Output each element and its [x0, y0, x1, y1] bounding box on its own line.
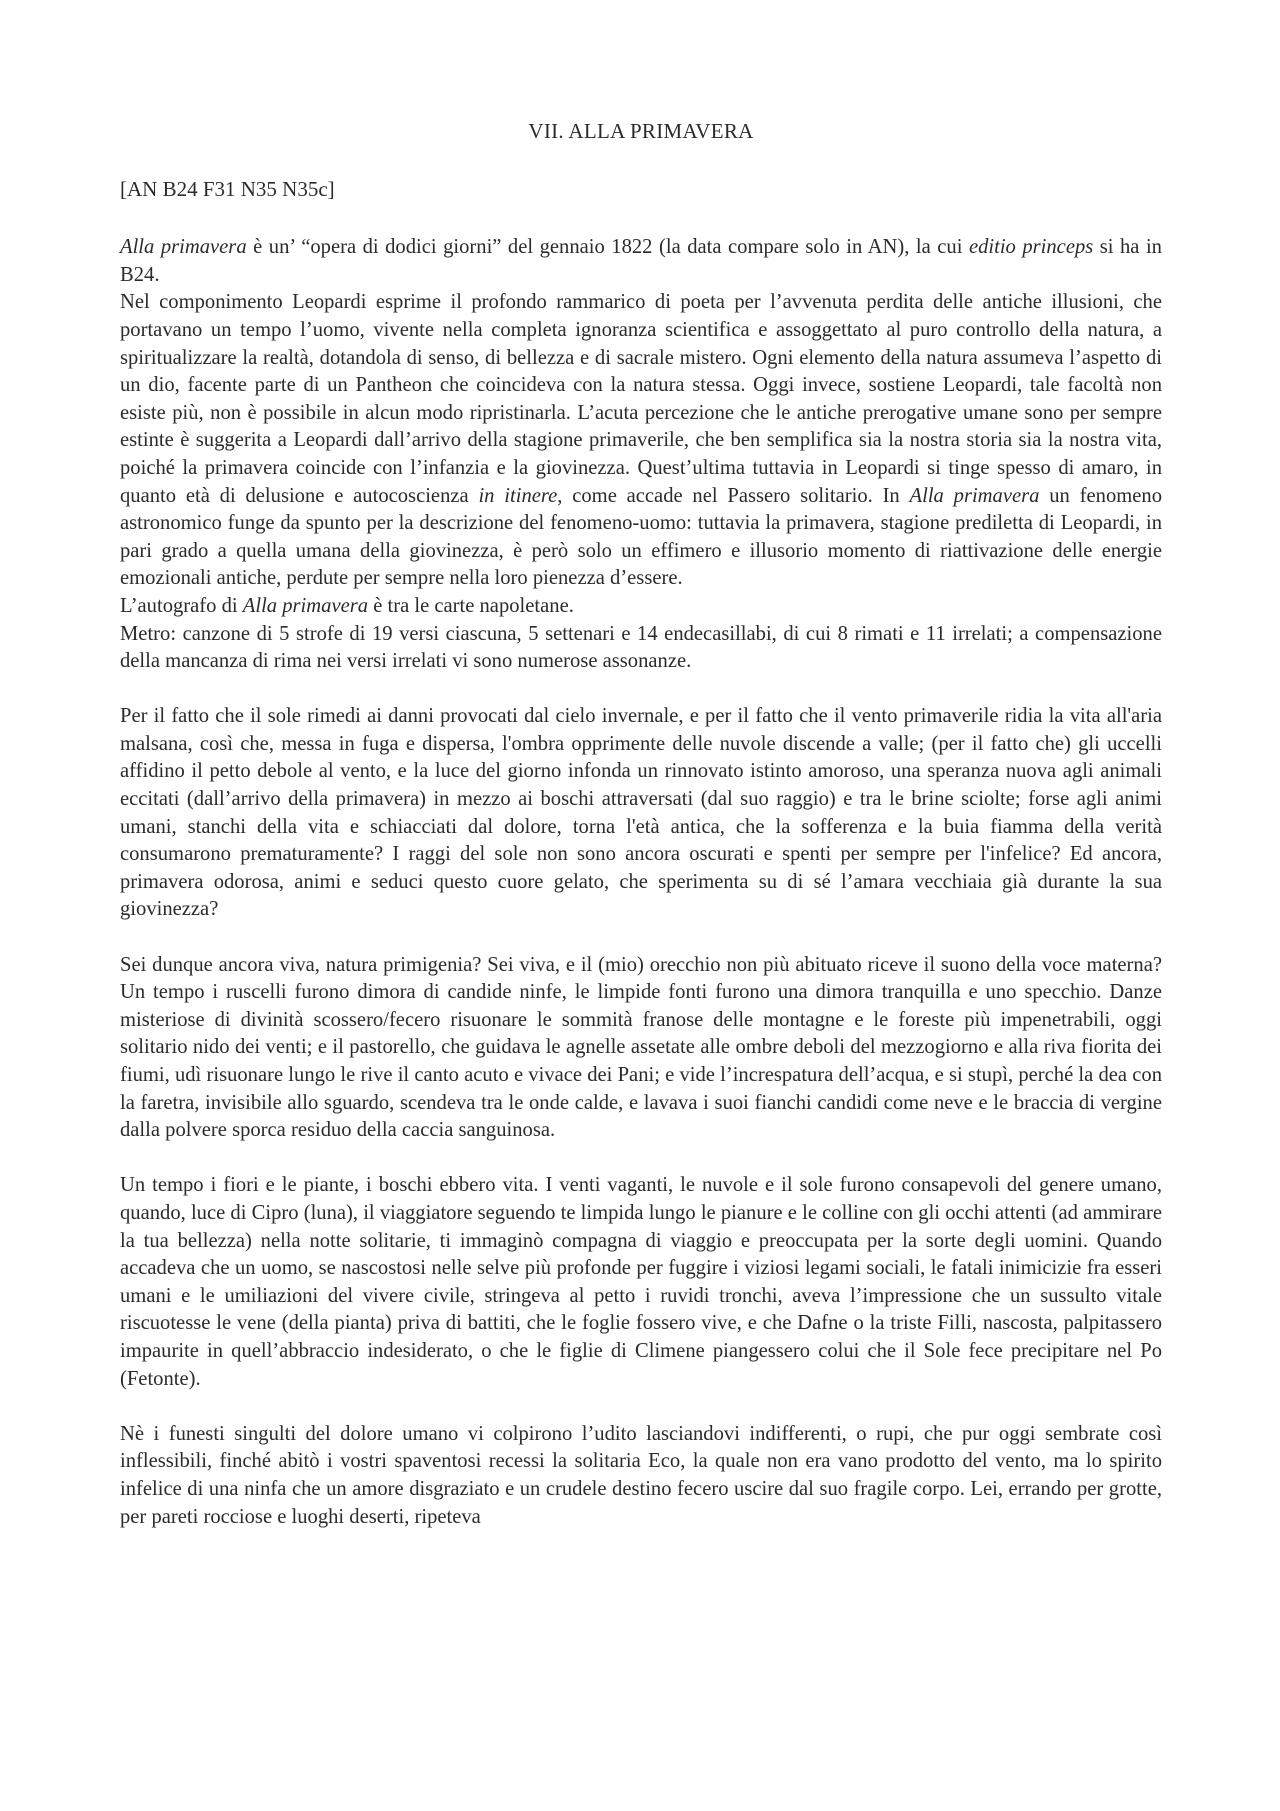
intro-text: è un’ “opera di dodici giorni” del gennaio 1822 (la data compare solo in AN), la cui	[246, 236, 969, 259]
intro-text: , come accade nel Passero solitario. In	[557, 484, 910, 507]
work-title-italic: Alla primavera	[909, 484, 1040, 507]
document-page	[120, 118, 1162, 1531]
paraphrase-strophe-4: Nè i funesti singulti del dolore umano vi colpirono l’udito lasciandovi indifferenti, o rupi, che pur oggi sembrate così inflessibili, finché abitò i vostri spaventosi recessi la solitaria Eco, la quale non era vano prodotto del vento, ma lo spirito infelice di una ninfa che un amore disgraziato e un crudele destino fecero uscire dal suo fragile corpo. Lei, errando per grotte, per pareti rocciose e luoghi deserti, ripeteva	[120, 1422, 1162, 1528]
intro-text: si ha in B24.	[120, 236, 1162, 286]
intro-text: L’autografo di	[120, 594, 243, 617]
intro-text: è tra le carte napoletane.	[368, 594, 574, 617]
document-title: VII. ALLA PRIMAVERA	[528, 119, 754, 143]
paraphrase-strophe-3: Un tempo i fiori e le piante, i boschi ebbero vita. I venti vaganti, le nuvole e il sole furono consapevoli del genere umano, quando, luce di Cipro (luna), il viaggiatore seguendo te limpida lungo le pianure e le colline con gli occhi attenti (ad ammirare la tua bellezza) nella notte solitarie, ti immaginò compagna di viaggio e preoccupata per la sorte degli uomini. Quando accadeva che un uomo, se nascostosi nelle selve più profonde per fuggire i viziosi legami sociali, le fatali inimicizie fra esseri umani e le umiliazioni del vivere civile, stringeva al petto i ruvidi tronchi, aveva l’impressione che un sussulto vitale riscuotesse le vene (della pianta) priva di battiti, che le foglie fossero vive, e che Dafne o la triste Filli, nascosta, palpitassero impaurite in quell’abbraccio indesiderato, o che le figlie di Climene piangessero colui che il Sole fece precipitare nel Po (Fetonte).	[120, 1174, 1162, 1390]
metre-paragraph: Metro: canzone di 5 strofe di 19 versi ciascuna, 5 settenari e 14 endecasillabi, di cui 8 rimati e 11 irrelati; a compensazione della mancanza di rima nei versi irrelati vi sono numerose assonanze.	[120, 622, 1162, 673]
manuscript-sigla: [AN B24 F31 N35 N35c]	[120, 176, 335, 201]
paraphrase-strophe-2: Sei dunque ancora viva, natura primigenia? Sei viva, e il (mio) orecchio non più abituato riceve il suono della voce materna? Un tempo i ruscelli furono dimora di candide ninfe, le limpide fonti furono una dimora tranquilla e uno specchio. Danze misteriose di divinità scossero/fecero risuonare le sommità franose delle montagne e le foreste più impenetrabili, oggi solitario nido dei venti; e il pastorello, che guidava le agnelle assetate alle ombre deboli del mezzogiorno e alla riva fiorita dei fiumi, udì risuonare lungo le rive il canto acuto e vivace dei Pani; e vide l’increspatura dell’acqua, e si stupì, perché la dea con la faretra, invisibile allo sguardo, scendeva tra le onde calde, e lavava i suoi fianchi candidi come neve e le braccia di vergine dalla polvere sporca residuo della caccia sanguinosa.	[120, 953, 1162, 1142]
work-title-italic: Alla primavera	[120, 236, 247, 259]
paraphrase-strophe-1: Per il fatto che il sole rimedi ai danni provocati dal cielo invernale, e per il fatto che il vento primaverile ridia la vita all'aria malsana, così che, messa in fuga e dispersa, l'ombra opprimente delle nuvole discende a valle; (per il fatto che) gli uccelli affidino il petto debole al vento, e la luce del giorno infonda un rinnovato istinto amoroso, una speranza nuova agli animali eccitati (dall’arrivo della primavera) in mezzo ai boschi attraversati (dal suo raggio) e tra le brine sciolte; forse agli animi umani, stanchi della vita e schiacciati dal dolore, torna l'età antica, che la sofferenza e la buia fiamma della verità consumarono prematuramente? I raggi del sole non sono ancora oscurati e spenti per sempre per l'infelice? Ed ancora, primavera odorosa, animi e seduci questo cuore gelato, che sperimenta su di sé l’amara vecchiaia già durante la sua giovinezza?	[120, 705, 1162, 921]
intro-text: Nel componimento Leopardi esprime il profondo rammarico di poeta per l’avvenuta perdita delle antiche illusioni, che portavano un tempo l’uomo, vivente nella completa ignoranza scientifica e assoggettato al puro controllo della natura, a spiritualizzare la realtà, dotandola di senso, di bellezza e di sacrale mistero. Ogni elemento della natura assumeva l’aspetto di un dio, facente parte di un Pantheon che coincideva con la natura stessa. Oggi invece, sostiene Leopardi, tale facoltà non esiste più, non è possibile in alcun modo ripristinarla. L’acuta percezione che le antiche prerogative umane sono per sempre estinte è suggerita a Leopardi dall’arrivo della stagione primaverile, che ben semplifica sia la nostra storia sia la nostra vita, poiché la primavera coincide con l’infanzia e la giovinezza. Quest’ultima tuttavia in Leopardi si tinge spesso di amaro, in quanto età di delusione e autocoscienza	[120, 291, 1162, 507]
intro-paragraph-3	[120, 593, 1162, 621]
intro-paragraph-2	[120, 289, 1162, 593]
editio-princeps-italic: editio princeps	[968, 236, 1094, 259]
intro-paragraph-1	[120, 234, 1162, 289]
intro-text: un fenomeno astronomico funge da spunto per la descrizione del fenomeno-uomo: tuttavia la primavera, stagione prediletta di Leopardi, in pari grado a quella umana della giovinezza, è però solo un effimero e illusorio momento di riattivazione delle energie emozionali antiche, perdute per sempre nella loro pienezza d’essere.	[120, 484, 1162, 590]
work-title-italic: Alla primavera	[242, 594, 369, 617]
in-itinere-italic: in itinere	[478, 484, 558, 507]
